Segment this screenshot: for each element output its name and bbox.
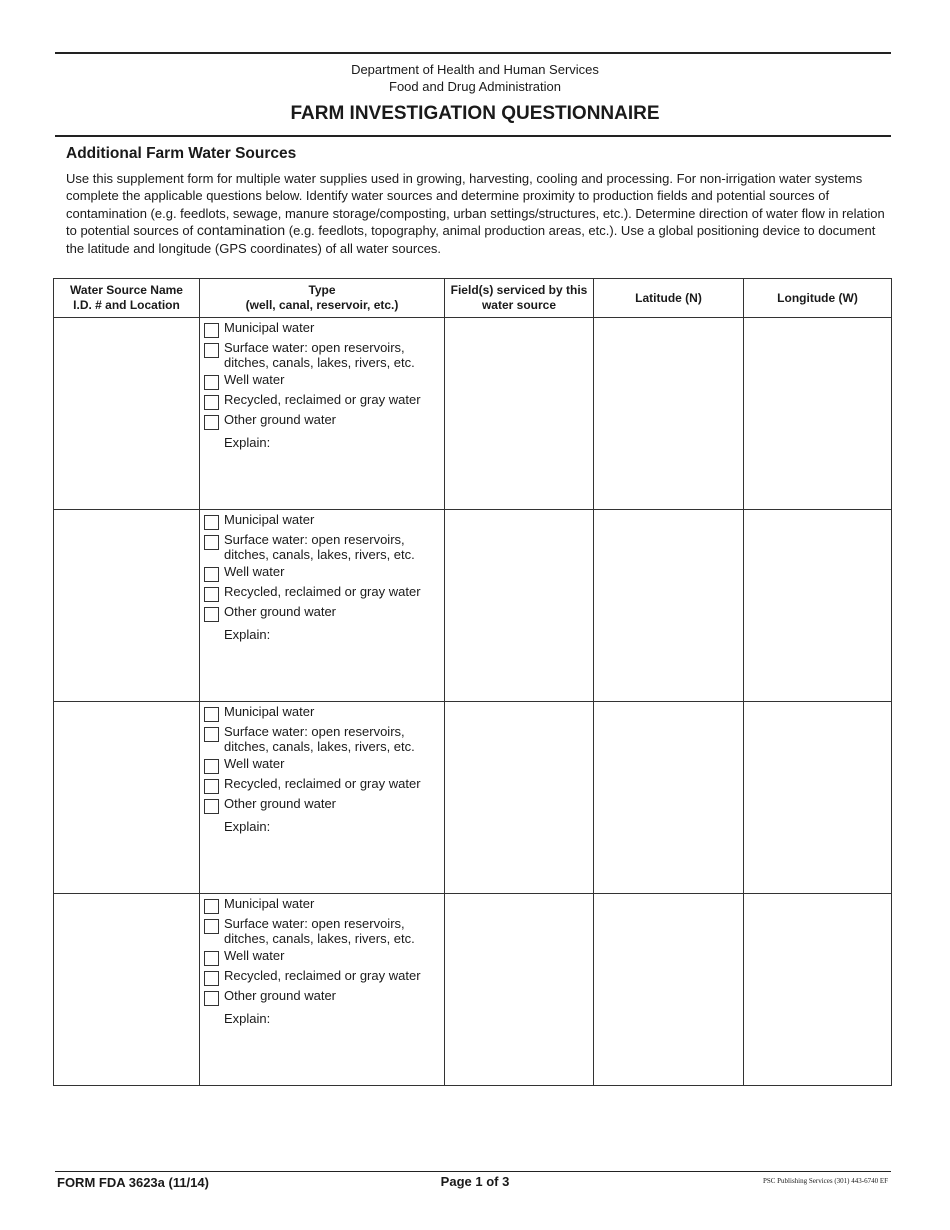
fields-cell[interactable] [445, 702, 594, 894]
option-label: Well water [224, 756, 285, 771]
header-source [54, 279, 200, 318]
instructions-text-1: Use this supplement form for multiple water supplies used in growing, harvesting, cooling and processing. For non-irrigation water systems complete the applicable questions below. Identify water sources and determine proximity to production fields and potential sources of contamination (e.g. feedlots, sewage, manure storage/composting, urban settings/structures, etc.). Determine direction of water flow in relation to potential sources of [66, 171, 885, 238]
longitude-cell[interactable] [744, 510, 892, 702]
department-line: Department of Health and Human Services [351, 62, 599, 77]
header-type [200, 279, 445, 318]
well-checkbox[interactable] [204, 759, 219, 774]
option-label: Other ground water [224, 604, 337, 619]
table-row [54, 702, 892, 894]
option-label: Recycled, reclaimed or gray water [224, 776, 421, 791]
instructions-paragraph [66, 170, 886, 257]
option-well[interactable] [200, 757, 444, 774]
table-row [54, 894, 892, 1086]
type-cell [200, 510, 445, 702]
publisher-credit: PSC Publishing Services (301) 443-6740 EF [762, 1177, 888, 1185]
municipal-checkbox[interactable] [204, 899, 219, 914]
option-other[interactable] [200, 989, 444, 1006]
explain-label: Explain: [224, 627, 271, 642]
table-row [54, 318, 892, 510]
option-label: Municipal water [224, 896, 315, 911]
latitude-cell[interactable] [594, 510, 744, 702]
option-label: Recycled, reclaimed or gray water [224, 584, 421, 599]
instructions-text-2: (e.g. feedlots, topography, animal production areas, etc.). Use a global positioning device to document the latitude and longitude (GPS coordinates) of all water sources. [66, 222, 876, 257]
header-type-line1: Type [308, 283, 336, 297]
option-well[interactable] [200, 373, 444, 390]
table-header-row [54, 279, 892, 318]
section-title: Additional Farm Water Sources [66, 145, 297, 162]
municipal-checkbox[interactable] [204, 515, 219, 530]
header-fields-line2: water source [481, 298, 557, 312]
option-label: Well water [224, 948, 285, 963]
title-rule [55, 135, 891, 137]
option-surface[interactable] [200, 725, 444, 754]
recycled-checkbox[interactable] [204, 779, 219, 794]
municipal-checkbox[interactable] [204, 323, 219, 338]
longitude-cell[interactable] [744, 318, 892, 510]
source-name-cell[interactable] [54, 318, 200, 510]
surface-checkbox[interactable] [204, 535, 219, 550]
option-recycled[interactable] [200, 777, 444, 794]
option-municipal[interactable] [200, 321, 444, 338]
option-label: Recycled, reclaimed or gray water [224, 968, 421, 983]
well-checkbox[interactable] [204, 951, 219, 966]
page-number: Page 1 of 3 [440, 1174, 510, 1189]
header-longitude: Longitude (W) [744, 279, 892, 318]
fields-cell[interactable] [445, 894, 594, 1086]
other-checkbox[interactable] [204, 607, 219, 622]
top-rule [55, 52, 891, 54]
recycled-checkbox[interactable] [204, 395, 219, 410]
agency-line: Food and Drug Administration [389, 79, 561, 94]
form-title: FARM INVESTIGATION QUESTIONNAIRE [290, 103, 660, 124]
explain-label: Explain: [224, 435, 271, 450]
surface-checkbox[interactable] [204, 343, 219, 358]
water-sources-table [53, 278, 892, 1086]
option-label: Surface water: open reservoirs, ditches, canals, lakes, rivers, etc. [224, 340, 415, 370]
source-name-cell[interactable] [54, 894, 200, 1086]
option-recycled[interactable] [200, 969, 444, 986]
option-well[interactable] [200, 949, 444, 966]
option-other[interactable] [200, 605, 444, 622]
other-checkbox[interactable] [204, 799, 219, 814]
option-label: Municipal water [224, 512, 315, 527]
option-label: Well water [224, 372, 285, 387]
type-cell [200, 702, 445, 894]
other-checkbox[interactable] [204, 991, 219, 1006]
option-surface[interactable] [200, 533, 444, 562]
header-source-line1: Water Source Name [70, 283, 183, 297]
source-name-cell[interactable] [54, 510, 200, 702]
option-label: Recycled, reclaimed or gray water [224, 392, 421, 407]
option-label: Surface water: open reservoirs, ditches, canals, lakes, rivers, etc. [224, 532, 415, 562]
other-checkbox[interactable] [204, 415, 219, 430]
longitude-cell[interactable] [744, 702, 892, 894]
option-municipal[interactable] [200, 705, 444, 722]
surface-checkbox[interactable] [204, 919, 219, 934]
well-checkbox[interactable] [204, 567, 219, 582]
option-well[interactable] [200, 565, 444, 582]
longitude-cell[interactable] [744, 894, 892, 1086]
header-latitude: Latitude (N) [594, 279, 744, 318]
recycled-checkbox[interactable] [204, 971, 219, 986]
option-other[interactable] [200, 797, 444, 814]
option-label: Surface water: open reservoirs, ditches, canals, lakes, rivers, etc. [224, 724, 415, 754]
header-source-line2: I.D. # and Location [73, 298, 180, 312]
option-municipal[interactable] [200, 897, 444, 914]
option-municipal[interactable] [200, 513, 444, 530]
option-recycled[interactable] [200, 585, 444, 602]
option-label: Surface water: open reservoirs, ditches, canals, lakes, rivers, etc. [224, 916, 415, 946]
latitude-cell[interactable] [594, 894, 744, 1086]
surface-checkbox[interactable] [204, 727, 219, 742]
option-surface[interactable] [200, 341, 444, 370]
option-label: Other ground water [224, 796, 337, 811]
footer-rule [55, 1171, 891, 1172]
municipal-checkbox[interactable] [204, 707, 219, 722]
option-label: Other ground water [224, 412, 337, 427]
option-label: Municipal water [224, 704, 315, 719]
option-recycled[interactable] [200, 393, 444, 410]
type-cell [200, 318, 445, 510]
recycled-checkbox[interactable] [204, 587, 219, 602]
explain-label: Explain: [224, 1011, 271, 1026]
fields-cell[interactable] [445, 510, 594, 702]
option-label: Municipal water [224, 320, 315, 335]
form-number: FORM FDA 3623a (11/14) [57, 1175, 209, 1190]
latitude-cell[interactable] [594, 702, 744, 894]
header-fields-line1: Field(s) serviced by this [450, 283, 588, 297]
source-name-cell[interactable] [54, 702, 200, 894]
well-checkbox[interactable] [204, 375, 219, 390]
option-surface[interactable] [200, 917, 444, 946]
option-other[interactable] [200, 413, 444, 430]
explain-label: Explain: [224, 819, 271, 834]
fields-cell[interactable] [445, 318, 594, 510]
option-label: Well water [224, 564, 285, 579]
type-cell [200, 894, 445, 1086]
latitude-cell[interactable] [594, 318, 744, 510]
table-row [54, 510, 892, 702]
instructions-emphasis: contamination [196, 222, 286, 239]
header-fields [445, 279, 594, 318]
option-label: Other ground water [224, 988, 337, 1003]
header-type-line2: (well, canal, reservoir, etc.) [245, 298, 399, 312]
